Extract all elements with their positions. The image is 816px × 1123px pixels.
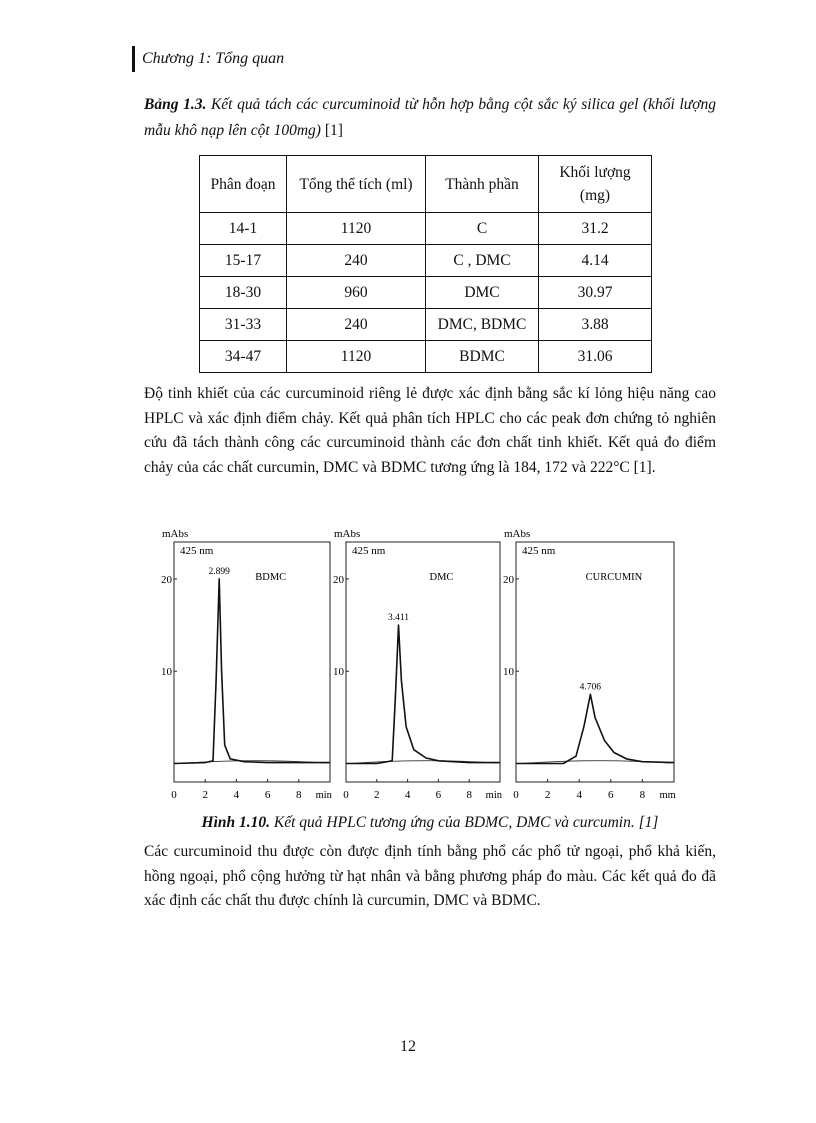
chromatogram-1-peak-label: 3.411 <box>388 613 410 624</box>
table-row <box>200 309 652 341</box>
cell-mass: 31.06 <box>539 341 652 373</box>
chromatogram-2-xtick-label: 8 <box>639 789 646 801</box>
chromatogram-2-peak-label: 4.706 <box>579 682 602 693</box>
chromatogram-1-xtick-label: 2 <box>374 789 380 801</box>
chromatogram-2-xtick-label: 0 <box>513 789 519 801</box>
cell-volume: 240 <box>287 309 426 341</box>
results-table <box>199 155 652 373</box>
chromatogram-2-ytick-label: 20 <box>503 573 514 586</box>
chromatogram-1-ytick-label: 20 <box>333 573 344 586</box>
col-header-fraction: Phân đoạn <box>200 156 287 213</box>
chromatogram-0-ytick-label: 10 <box>161 666 172 679</box>
chromatogram-0-peak-label: 2.899 <box>208 566 230 577</box>
cell-mass: 30.97 <box>539 277 652 309</box>
chromatogram-2-xtick-label: 4 <box>576 789 582 801</box>
chromatogram-0-wavelength: 425 nm <box>180 545 214 557</box>
hplc-chromatograms <box>160 524 680 814</box>
chromatogram-1-xtick-label: 0 <box>343 789 349 801</box>
chromatogram-1-wavelength: 425 nm <box>352 545 386 557</box>
chromatogram-1-title: DMC <box>429 572 454 583</box>
table-caption <box>144 92 716 144</box>
chromatogram-2-signal <box>516 694 674 763</box>
chromatogram-0-xlabel: min <box>315 790 332 801</box>
cell-mass: 31.2 <box>539 213 652 245</box>
chromatogram-2-wavelength: 425 nm <box>522 545 556 557</box>
cell-fraction: 14-1 <box>200 213 287 245</box>
chromatogram-1-frame <box>346 542 500 782</box>
col-header-mass: Khối lượng (mg) <box>539 156 652 213</box>
cell-fraction: 34-47 <box>200 341 287 373</box>
cell-volume: 1120 <box>287 341 426 373</box>
table-caption-text: Kết quả tách các curcuminoid từ hỗn hợp bằng cột sắc ký silica gel (khối lượng mẫu khô nạp lên cột 100mg) <box>144 96 716 139</box>
figure-caption-label: Hình 1.10. <box>201 814 271 831</box>
figure-caption-text: Kết quả HPLC tương ứng của BDMC, DMC và curcumin. [1] <box>270 814 659 831</box>
cell-fraction: 15-17 <box>200 245 287 277</box>
chromatogram-1-xlabel: min <box>485 790 503 801</box>
figure-caption <box>144 812 716 834</box>
cell-composition: DMC <box>426 277 539 309</box>
chromatogram-2-xlabel: mm <box>659 790 676 801</box>
chromatogram-1-ylabel: mAbs <box>334 528 361 540</box>
chromatogram-1-xtick-label: 8 <box>466 789 472 801</box>
chromatogram-2-title: CURCUMIN <box>585 572 643 583</box>
cell-mass: 4.14 <box>539 245 652 277</box>
cell-composition: C , DMC <box>426 245 539 277</box>
chromatogram-0-xtick-label: 8 <box>296 789 302 801</box>
cell-fraction: 18-30 <box>200 277 287 309</box>
chromatogram-2-xtick-label: 6 <box>608 789 614 801</box>
table-row <box>200 277 652 309</box>
chromatogram-2-ytick-label: 10 <box>503 666 514 679</box>
paragraph-identification: Các curcuminoid thu được còn được định tính bằng phổ các phổ tử ngoại, phổ khả kiến, hồng ngoại, phổ cộng hưởng từ hạt nhân và bằng phương pháp đo màu. Các kết quả đo đã xác định các chất thu được chính là curcumin, DMC và BDMC. <box>144 843 716 909</box>
paragraph-purity: Độ tinh khiết của các curcuminoid riêng lẻ được xác định bằng sắc kí lỏng hiệu năng cao HPLC và xác định điểm chảy. Kết quả phân tích HPLC cho các peak đơn chứng tỏ nghiên cứu đã tách thành công các curcuminoid thành các đơn chất tinh khiết. Kết quả đo điểm chảy của các chất curcumin, DMC và BDMC tương ứng là 184, 172 và 222°C [1]. <box>144 385 716 476</box>
cell-composition: C <box>426 213 539 245</box>
chromatogram-0-xtick-label: 0 <box>171 789 177 801</box>
table-row <box>200 245 652 277</box>
chromatogram-0-ytick-label: 20 <box>161 573 172 586</box>
chromatogram-0-xtick-label: 2 <box>202 789 208 801</box>
chromatogram-2-ylabel: mAbs <box>504 528 531 540</box>
chromatogram-2-xtick-label: 2 <box>544 789 551 801</box>
table-header-row <box>200 156 652 213</box>
table-row <box>200 213 652 245</box>
page-number: 12 <box>400 1038 416 1055</box>
table-row <box>200 341 652 373</box>
chromatogram-0-ylabel: mAbs <box>162 528 189 540</box>
col-header-volume: Tổng thể tích (ml) <box>287 156 426 213</box>
chromatogram-0-xtick-label: 6 <box>264 789 271 801</box>
cell-volume: 1120 <box>287 213 426 245</box>
chromatogram-0-signal <box>174 579 330 764</box>
col-header-composition: Thành phần <box>426 156 539 213</box>
cell-volume: 960 <box>287 277 426 309</box>
cell-volume: 240 <box>287 245 426 277</box>
chapter-header: Chương 1: Tổng quan <box>132 46 284 72</box>
cell-composition: BDMC <box>426 341 539 373</box>
chromatogram-0-xtick-label: 4 <box>233 789 240 801</box>
chromatogram-1-xtick-label: 4 <box>404 789 411 801</box>
chromatogram-1-ytick-label: 10 <box>333 666 344 679</box>
hplc-figure <box>160 524 680 814</box>
chromatogram-1-signal <box>346 625 500 763</box>
table-caption-label: Bảng 1.3. <box>144 96 207 113</box>
cell-composition: DMC, BDMC <box>426 309 539 341</box>
chromatogram-0-frame <box>174 542 330 782</box>
chromatogram-1-xtick-label: 6 <box>435 789 442 801</box>
cell-mass: 3.88 <box>539 309 652 341</box>
table-caption-ref: [1] <box>320 122 343 139</box>
chromatogram-0-title: BDMC <box>255 572 287 583</box>
cell-fraction: 31-33 <box>200 309 287 341</box>
